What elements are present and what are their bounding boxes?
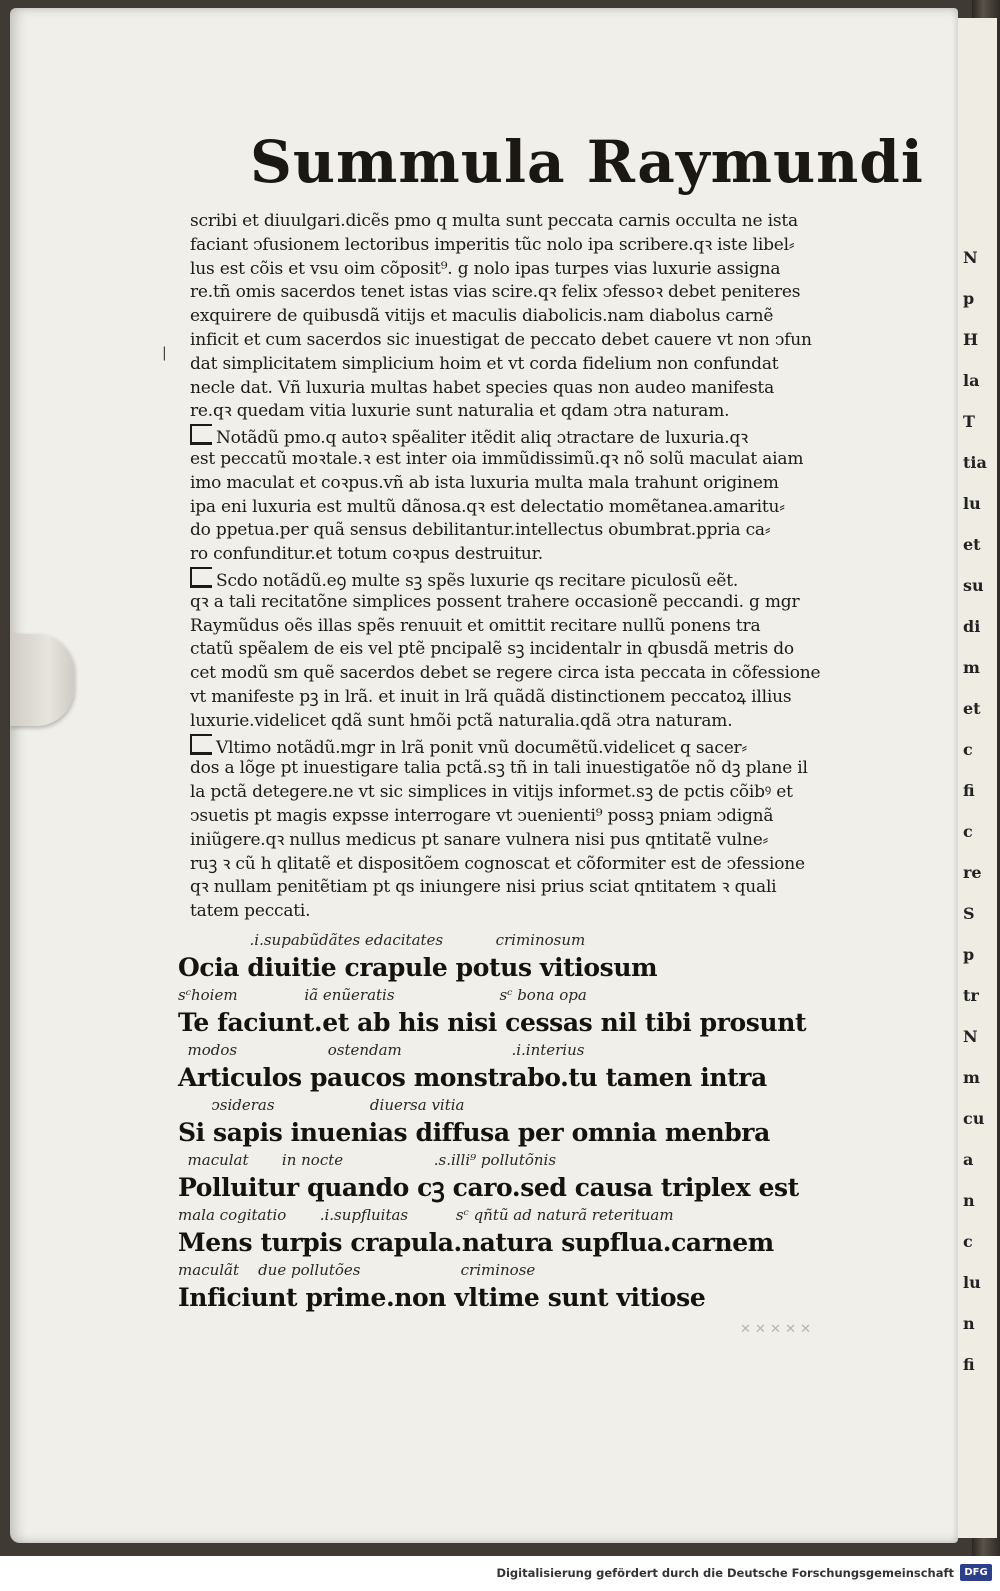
adjacent-page-fragment: fi — [963, 1355, 975, 1374]
text-line — [190, 329, 870, 353]
text-line-content: iniũgere.qꝛ nullus medicus pt sanare vulnera nisi pus qntitatẽ vulne⸗ — [190, 829, 769, 850]
text-line — [190, 615, 870, 639]
adjacent-page-fragment: T — [963, 412, 975, 431]
adjacent-page-fragment: fi — [963, 781, 975, 800]
text-line-content: re.tñ omis sacerdos tenet istas vias scire.qꝛ felix ↄfessoꝛ debet peniteres — [190, 282, 801, 303]
text-line-content: re.qꝛ quedam vitia luxurie sunt naturalia et qdam ɔtra naturam. — [190, 401, 730, 422]
page-title: Summula Raymundi — [250, 128, 924, 196]
text-line — [190, 448, 870, 472]
text-line-content: Scdo notãdũ.eꝯ multe sꝫ spẽs luxurie qs recitare piculosũ eẽt. — [216, 570, 739, 591]
text-line — [190, 686, 870, 710]
text-line — [190, 424, 870, 448]
adjacent-page-fragment: c — [963, 822, 973, 841]
text-line-content: la pctã detegere.ne vt sic simplices in vitijs informet.sꝫ de pctis cõibꝰ et — [190, 782, 793, 803]
text-line-content: exquirere de quibusdã vitijs et maculis diabolicis.nam diabolus carnẽ — [190, 306, 774, 327]
text-line — [190, 210, 870, 234]
text-line — [190, 757, 870, 781]
adjacent-page-fragment: H — [963, 330, 979, 349]
footer-credit: Digitalisierung gefördert durch die Deutsche Forschungsgemeinschaft — [496, 1566, 954, 1580]
paragraph-mark-icon — [190, 424, 212, 445]
adjacent-page-fragment: et — [963, 699, 981, 718]
text-line — [190, 567, 870, 591]
margin-mark: | — [162, 345, 167, 361]
text-line — [190, 496, 870, 520]
text-line-content: vt manifeste pꝫ in lrã. et inuit in lrã quãdã distinctionem peccatoꝝ illius — [190, 686, 792, 707]
interlinear-gloss: modos ostendam .i.interius — [178, 1041, 585, 1059]
text-line — [190, 281, 870, 305]
text-line — [190, 305, 870, 329]
text-line — [190, 377, 870, 401]
interlinear-gloss: sᶜhoiem iã enũeratis sᶜ bona opa — [178, 986, 587, 1004]
verse-line: Ocia diuitie crapule potus vitiosum — [178, 953, 658, 982]
adjacent-page-fragment: cu — [963, 1109, 985, 1128]
adjacent-page-fragment: re — [963, 863, 982, 882]
text-line-content: dos a lõge pt inuestigare talia pctã.sꝫ tñ in tali inuestigatõe nõ dꝫ plane il — [190, 758, 808, 779]
text-line — [190, 543, 870, 567]
text-line-content: imo maculat et coꝛpus.vñ ab ista luxuria multa mala trahunt originem — [190, 472, 779, 493]
text-line-content: luxurie.videlicet qdã sunt hmõi pctã naturalia.qdã ɔtra naturam. — [190, 710, 733, 731]
interlinear-gloss: .i.supabũdãtes edacitates criminosum — [178, 931, 586, 949]
adjacent-page-fragment: m — [963, 658, 980, 677]
verse-block — [178, 928, 898, 1313]
text-line-content: qꝛ a tali recitatõne simplices possent trahere occasionẽ peccandi. g mgr — [190, 591, 800, 612]
adjacent-page-fragment: n — [963, 1191, 975, 1210]
adjacent-page-fragment: et — [963, 535, 981, 554]
footer — [0, 1556, 1000, 1591]
text-line-content: cet modũ sm quẽ sacerdos debet se regere circa ista peccata in cõfessione — [190, 663, 821, 684]
verse-line: Inficiunt prime.non vltime sunt vitiose — [178, 1283, 706, 1312]
text-line-content: Notãdũ pmo.q autoꝛ spẽaliter itẽdit aliq ɔtractare de luxuria.qꝛ — [216, 428, 749, 448]
text-line-content: ruꝫ ꝛ cũ h qlitatẽ et dispositõem cognoscat et cõformiter est de ↄfessione — [190, 853, 805, 874]
paragraph-mark-icon — [190, 567, 212, 588]
text-line-content: ipa eni luxuria est multũ dãnosa.qꝛ est delectatio momẽtanea.amaritu⸗ — [190, 496, 785, 517]
text-line — [190, 900, 870, 924]
text-line — [190, 805, 870, 829]
text-line-content: ro confunditur.et totum coꝛpus destruitur. — [190, 544, 543, 565]
adjacent-page-fragment: p — [963, 289, 975, 308]
faded-stamp: ✕ ✕ ✕ ✕ ✕ — [740, 1322, 811, 1337]
interlinear-gloss: mala cogitatio .i.supfluitas sᶜ qñtũ ad naturã reterituam — [178, 1206, 674, 1224]
text-line-content: est peccatũ moꝛtale.ꝛ est inter oia immũdissimũ.qꝛ nõ solũ maculat aiam — [190, 448, 804, 469]
text-line — [190, 781, 870, 805]
text-line — [190, 472, 870, 496]
adjacent-page-fragment: a — [963, 1150, 974, 1169]
text-line — [190, 829, 870, 853]
interlinear-gloss: ↄsideras diuersa vitia — [178, 1096, 465, 1114]
adjacent-page-fragment: m — [963, 1068, 980, 1087]
text-line-content: do ppetua.per quã sensus debilitantur.intellectus obumbrat.ppria ca⸗ — [190, 520, 771, 541]
adjacent-page-fragment: su — [963, 576, 984, 595]
text-line — [190, 591, 870, 615]
verse-line: Mens turpis crapula.natura supflua.carnem — [178, 1228, 774, 1257]
interlinear-gloss: maculãt due pollutões criminose — [178, 1261, 536, 1279]
text-line — [190, 400, 870, 424]
verse-line: Articulos paucos monstrabo.tu tamen intra — [178, 1063, 767, 1092]
text-line — [190, 638, 870, 662]
adjacent-page-fragment: tr — [963, 986, 979, 1005]
text-line-content: ↄsuetis pt magis expsse interrogare vt ↄuenienti⁹ possꝫ pniam ↄdignã — [190, 805, 774, 826]
text-line-content: faciant ↄfusionem lectoribus imperitis tũc nolo ipa scribere.qꝛ iste libel⸗ — [190, 234, 795, 255]
adjacent-page-fragment: la — [963, 371, 980, 390]
text-line-content: inficit et cum sacerdos sic inuestigat de peccato debet cauere vt non ↄfun — [190, 329, 812, 350]
verse-line: Si sapis inuenias diffusa per omnia menbra — [178, 1118, 770, 1147]
text-line — [190, 258, 870, 282]
adjacent-page-fragment: S — [963, 904, 975, 923]
adjacent-page — [955, 18, 997, 1538]
text-line — [190, 734, 870, 758]
adjacent-page-fragment: di — [963, 617, 981, 636]
text-line-content: scribi et diuulgari.dicẽs pmo q multa sunt peccata carnis occulta ne ista — [190, 211, 798, 231]
text-line-content: dat simplicitatem simplicium hoim et vt corda fidelium non confundat — [190, 353, 779, 374]
text-line — [190, 853, 870, 877]
text-line-content: Raymũdus oẽs illas spẽs renuuit et omittit recitare nullũ ponens tra — [190, 615, 761, 636]
text-line — [190, 876, 870, 900]
prose-block — [190, 210, 870, 924]
adjacent-page-fragment: lu — [963, 494, 981, 513]
text-line — [190, 519, 870, 543]
adjacent-page-fragment: p — [963, 945, 975, 964]
adjacent-page-fragment: N — [963, 248, 978, 267]
page-clip — [10, 634, 74, 726]
verse-line: Te faciunt.et ab his nisi cessas nil tibi prosunt — [178, 1008, 807, 1037]
adjacent-page-fragment: c — [963, 1232, 973, 1251]
text-line — [190, 234, 870, 258]
adjacent-page-fragment: n — [963, 1314, 975, 1333]
adjacent-page-fragment: tia — [963, 453, 987, 472]
adjacent-page-fragment: N — [963, 1027, 978, 1046]
verse-line: Polluitur quando cꝫ caro.sed causa triplex est — [178, 1173, 799, 1202]
text-line — [190, 710, 870, 734]
text-line-content: ctatũ spẽalem de eis vel ptẽ pncipalẽ sꝫ incidentalr in qbusdã metris do — [190, 639, 794, 660]
dfg-logo: DFG — [960, 1564, 992, 1581]
paragraph-mark-icon — [190, 734, 212, 755]
text-line-content: lus est cõis et vsu oim cõposit⁹. g nolo ipas turpes vias luxurie assigna — [190, 258, 781, 279]
text-line — [190, 662, 870, 686]
text-line-content: Vltimo notãdũ.mgr in lrã ponit vnũ documẽtũ.videlicet q sacer⸗ — [216, 737, 747, 758]
text-line-content: tatem peccati. — [190, 901, 311, 922]
text-line-content: necle dat. Vñ luxuria multas habet species quas non audeo manifesta — [190, 377, 774, 398]
adjacent-page-fragment: lu — [963, 1273, 981, 1292]
interlinear-gloss: maculat in nocte .s.illi⁹ pollutõnis — [178, 1151, 557, 1169]
adjacent-page-fragment: c — [963, 740, 973, 759]
text-line — [190, 353, 870, 377]
text-line-content: qꝛ nullam penitẽtiam pt qs iniungere nisi prius sciat qntitatem ꝛ quali — [190, 877, 777, 898]
